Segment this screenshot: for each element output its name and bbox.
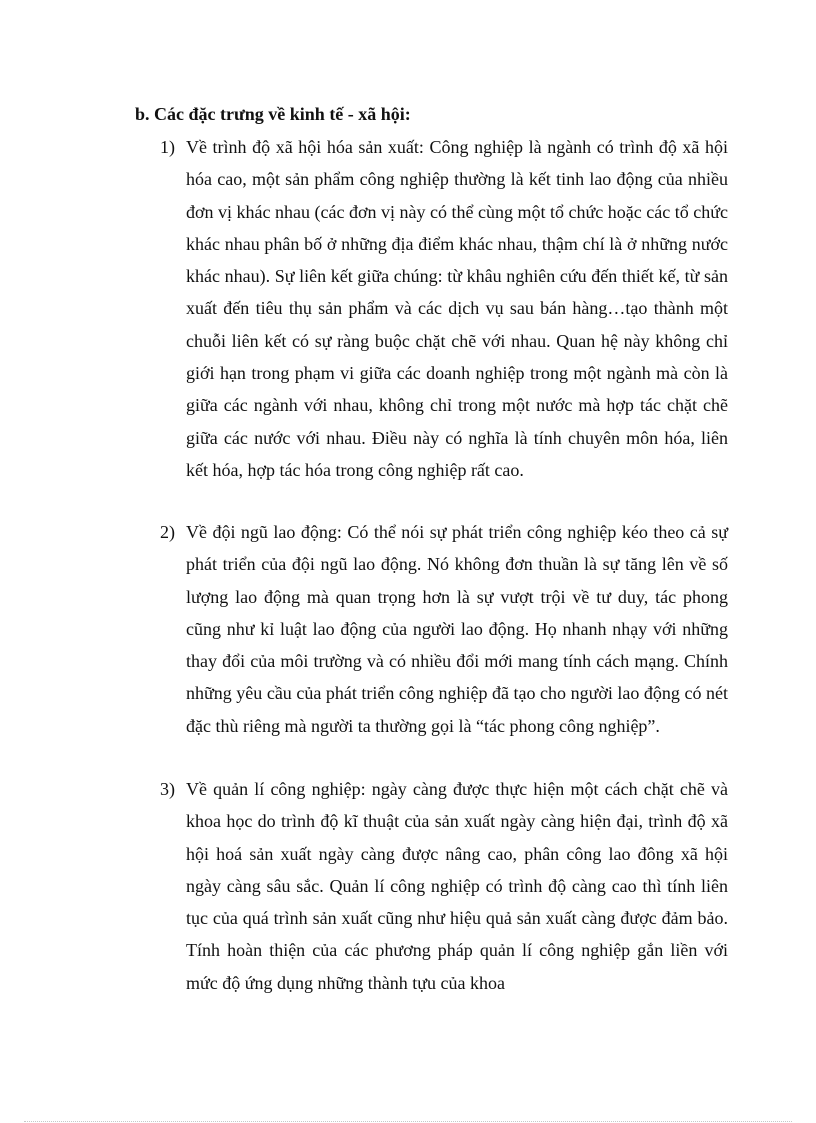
page-footer-divider (24, 1121, 792, 1122)
list-item (160, 516, 728, 742)
list-item-number: 1) (160, 137, 175, 157)
list-item-number: 3) (160, 779, 175, 799)
list-item-text: Về đội ngũ lao động: Có thể nói sự phát triển công nghiệp kéo theo cả sự phát triển của đội ngũ lao động. Nó không đơn thuần là sự tăng lên về số lượng lao động mà quan trọng hơn là sự vượt trội về tư duy, tác phong cũng như kỉ luật lao động của người lao động. Họ nhanh nhạy với những thay đổi của môi trường và có nhiều đổi mới mang tính cách mạng. Chính những yêu cầu của phát triển công nghiệp đã tạo cho người lao động có nét đặc thù riêng mà người ta thường gọi là “tác phong công nghiệp”. (186, 522, 728, 736)
section-heading: b. Các đặc trưng về kinh tế - xã hội: (135, 104, 411, 124)
list-item-text: Về quản lí công nghiệp: ngày càng được thực hiện một cách chặt chẽ và khoa học do trình độ kĩ thuật của sản xuất ngày càng hiện đại, trình độ xã hội hoá sản xuất ngày càng được nâng cao, phân công lao đông xã hội ngày càng sâu sắc. Quản lí công nghiệp có trình độ càng cao thì tính liên tục của quá trình sản xuất cũng như hiệu quả sản xuất càng được đảm bảo. Tính hoàn thiện của các phương pháp quản lí công nghiệp gắn liền với mức độ ứng dụng những thành tựu của khoa (186, 779, 728, 993)
list-item (160, 773, 728, 999)
list-item-number: 2) (160, 522, 175, 542)
list-item-text: Về trình độ xã hội hóa sản xuất: Công nghiệp là ngành có trình độ xã hội hóa cao, một sản phẩm công nghiệp thường là kết tinh lao động của nhiều đơn vị khác nhau (các đơn vị này có thể cùng một tổ chức hoặc các tổ chức khác nhau phân bố ở những địa điểm khác nhau, thậm chí là ở những nước khác nhau). Sự liên kết giữa chúng: từ khâu nghiên cứu đến thiết kế, từ sản xuất đến tiêu thụ sản phẩm và các dịch vụ sau bán hàng…tạo thành một chuỗi liên kết có sự ràng buộc chặt chẽ với nhau. Quan hệ này không chỉ giới hạn trong phạm vi giữa các doanh nghiệp trong một ngành mà còn là giữa các ngành với nhau, không chỉ trong một nước mà hợp tác chặt chẽ giữa các nước với nhau. Điều này có nghĩa là tính chuyên môn hóa, liên kết hóa, hợp tác hóa trong công nghiệp rất cao. (186, 137, 728, 480)
list-item (160, 131, 728, 486)
